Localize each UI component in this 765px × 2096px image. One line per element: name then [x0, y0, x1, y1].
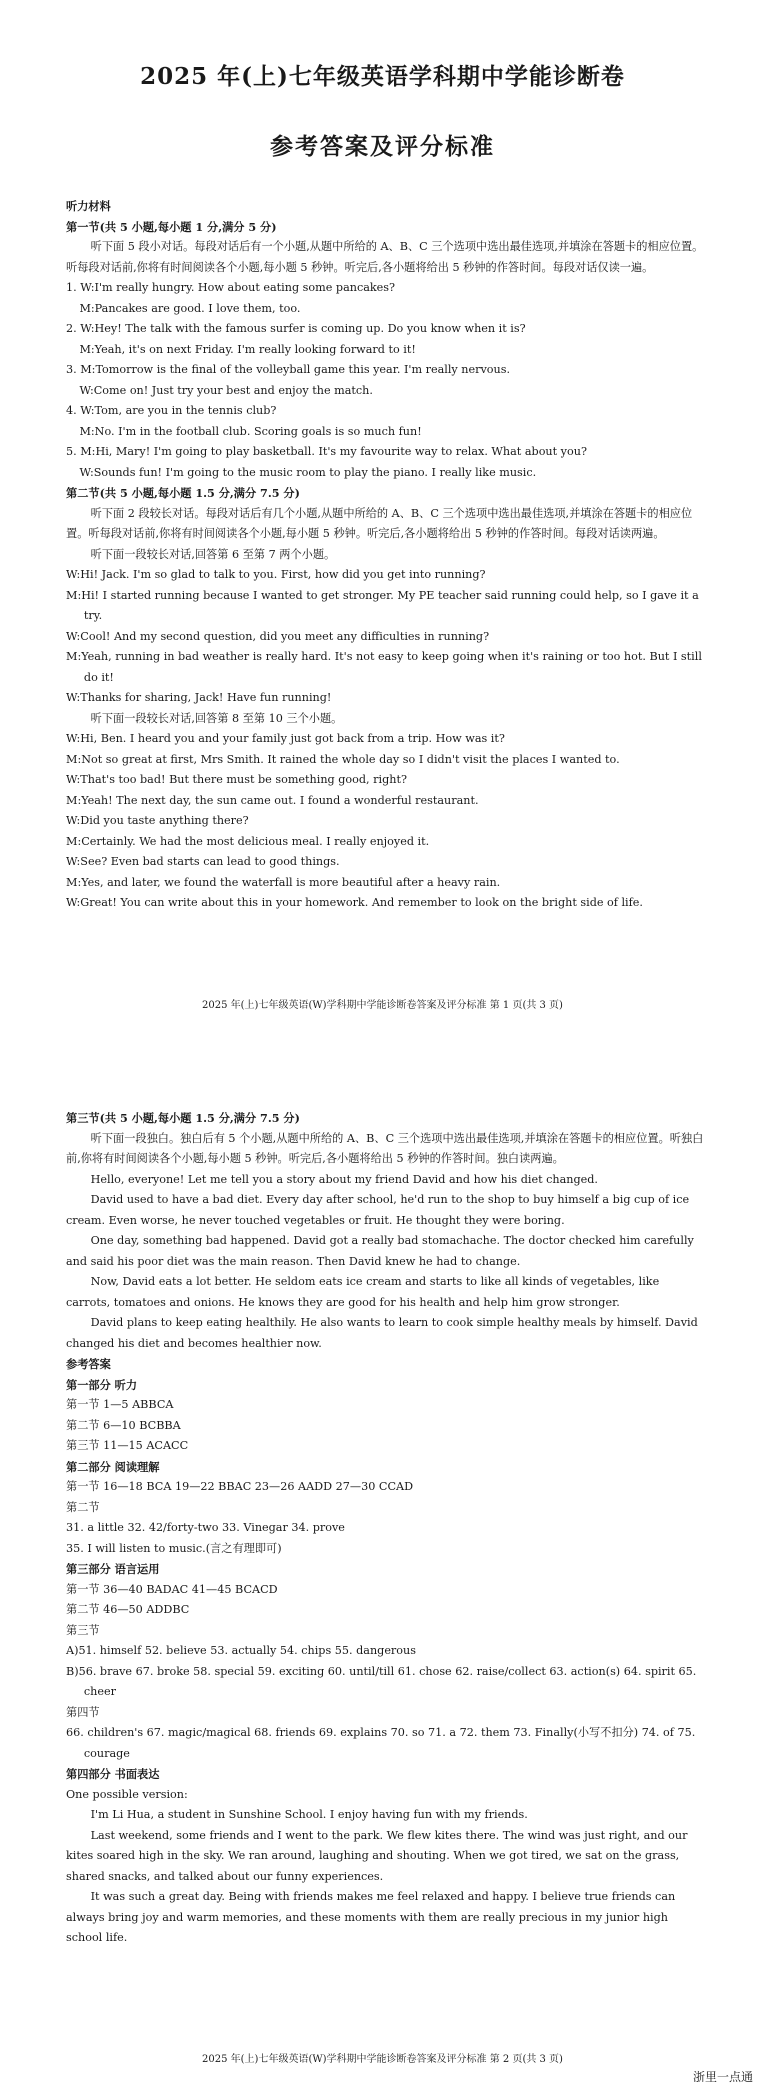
text-line: 第一节 16—18 BCA 19—22 BBAC 23—26 AADD 27—30 CCAD	[66, 1480, 414, 1493]
text-line: W:Did you taste anything there?	[66, 814, 249, 827]
text-line: David plans to keep eating healthily. He also wants to learn to cook simple healthy meals by himself. David changed his diet and becomes healthier now.	[66, 1316, 698, 1350]
text-line: M:Yeah, running in bad weather is really hard. It's not easy to keep going when it's raining or too hot. But I still do it!	[66, 650, 702, 684]
text-line: 第二节 46—50 ADDBC	[66, 1603, 190, 1616]
text-line: Last weekend, some friends and I went to the park. We flew kites there. The wind was just right, and our kites soared high in the sky. We ran around, laughing and shouting. When we got tired, we sat on the grass, shared snacks, and talked about our funny experiences.	[66, 1828, 688, 1883]
text-line: 5. M:Hi, Mary! I'm going to play basketball. It's my favourite way to relax. What about you?	[66, 445, 587, 458]
text-line: W:See? Even bad starts can lead to good things.	[66, 855, 340, 868]
text-line: 3. M:Tomorrow is the final of the volleyball game this year. I'm really nervous.	[66, 363, 511, 376]
text-line: It was such a great day. Being with friends makes me feel relaxed and happy. I believe true friends can always bring joy and warm memories, and these moments with them are really precious in my junior high school life.	[66, 1890, 676, 1944]
answer-page-2	[0, 1100, 765, 2096]
text-line: 听下面一段独白。独白后有 5 个小题,从题中所给的 A、B、C 三个选项中选出最佳选项,并填涂在答题卡的相应位置。听独白前,你将有时间阅读各个小题,每小题 5 秒钟。听完后,各小题将给出 5 秒钟的作答时间。独白读两遍。	[66, 1131, 704, 1165]
text-line: W:Hi, Ben. I heard you and your family just got back from a trip. How was it?	[66, 732, 505, 745]
text-line: 第三部分 语言运用	[66, 1562, 160, 1576]
text-line: W:Come on! Just try your best and enjoy the match.	[79, 383, 373, 397]
text-line: 第三节 11—15 ACACC	[66, 1439, 189, 1452]
text-line: I'm Li Hua, a student in Sunshine School. I enjoy having fun with my friends.	[90, 1808, 528, 1821]
text-line: 第三节(共 5 小题,每小题 1.5 分,满分 7.5 分)	[66, 1111, 300, 1125]
text-line: 第一节 36—40 BADAC 41—45 BCACD	[66, 1582, 278, 1596]
text-line: M:Yeah! The next day, the sun came out. I found a wonderful restaurant.	[66, 793, 479, 807]
text-line: 第二节(共 5 小题,每小题 1.5 分,满分 7.5 分)	[66, 486, 300, 500]
text-line: W:Hi! Jack. I'm so glad to talk to you. First, how did you get into running?	[66, 568, 486, 581]
text-line: David used to have a bad diet. Every day after school, he'd run to the shop to buy himself a big cup of ice cream. Even worse, he never touched vegetables or fruit. He thought they were boring.	[66, 1193, 690, 1227]
page1-footer: 2025 年(上)七年级英语(W)学科期中学能诊断卷答案及评分标准 第 1 页(共 3 页)	[202, 1000, 563, 1011]
text-line: M:Yeah, it's on next Friday. I'm really looking forward to it!	[79, 342, 416, 356]
text-line: 31. a little 32. 42/forty-two 33. Vinegar 34. prove	[66, 1521, 345, 1534]
text-line: 第四节	[66, 1705, 100, 1719]
text-line: 第三节	[66, 1623, 100, 1637]
text-line: W:Great! You can write about this in your homework. And remember to look on the bright side of life.	[66, 896, 643, 909]
exam-title: 2025 年(上)七年级英语学科期中学能诊断卷	[140, 63, 625, 90]
text-line: 听下面 2 段较长对话。每段对话后有几个小题,从题中所给的 A、B、C 三个选项中选出最佳选项,并填涂在答题卡的相应位置。听每段对话前,你将有时间阅读各个小题,每小题 5 秒钟。听完后,各小题将给出 5 秒钟的作答时间。每段对话读两遍。	[66, 506, 693, 540]
page1-body	[66, 196, 706, 914]
text-line: 第二部分 阅读理解	[66, 1459, 160, 1474]
watermark-text: 浙里一点通	[692, 2070, 753, 2084]
text-line: 听下面一段较长对话,回答第 8 至第 10 三个小题。	[90, 711, 343, 725]
text-line: 66. children's 67. magic/magical 68. friends 69. explains 70. so 71. a 72. them 73. Finally(小写不扣分) 74. of 75. courage	[66, 1726, 696, 1760]
text-line: M:Not so great at first, Mrs Smith. It rained the whole day so I didn't visit the places I wanted to.	[66, 752, 620, 766]
text-line: Hello, everyone! Let me tell you a story about my friend David and how his diet changed.	[90, 1172, 598, 1186]
text-line: Now, David eats a lot better. He seldom eats ice cream and starts to like all kinds of vegetables, like carrots, tomatoes and onions. He knows they are good for his health and help him grow stronger.	[66, 1275, 660, 1309]
text-line: 第一节 1—5 ABBCA	[66, 1398, 174, 1411]
text-line: One possible version:	[66, 1787, 188, 1801]
text-line: M:Yes, and later, we found the waterfall is more beautiful after a heavy rain.	[66, 875, 501, 889]
text-line: W:Thanks for sharing, Jack! Have fun running!	[66, 691, 332, 704]
text-line: 第二节 6—10 BCBBA	[66, 1418, 181, 1432]
text-line: 2. W:Hey! The talk with the famous surfer is coming up. Do you know when it is?	[66, 322, 526, 335]
text-line: 第一部分 听力	[66, 1377, 138, 1392]
text-line: 第二节	[66, 1500, 100, 1514]
text-line: W:Cool! And my second question, did you meet any difficulties in running?	[66, 629, 490, 643]
text-line: 1. W:I'm really hungry. How about eating some pancakes?	[66, 281, 396, 294]
page2-body	[66, 1108, 706, 1949]
answer-page-1	[0, 0, 765, 1020]
text-line: B)56. brave 67. broke 58. special 59. exciting 60. until/till 61. chose 62. raise/collect 63. action(s) 64. spirit 65. cheer	[66, 1664, 697, 1698]
text-line: A)51. himself 52. believe 53. actually 54. chips 55. dangerous	[66, 1644, 416, 1657]
text-line: 听下面一段较长对话,回答第 6 至第 7 两个小题。	[90, 547, 336, 561]
page2-footer: 2025 年(上)七年级英语(W)学科期中学能诊断卷答案及评分标准 第 2 页(共 3 页)	[202, 2054, 563, 2065]
text-line: M:Pancakes are good. I love them, too.	[79, 301, 301, 315]
text-line: W:That's too bad! But there must be something good, right?	[66, 773, 407, 786]
exam-subtitle: 参考答案及评分标准	[270, 133, 495, 160]
text-line: 听力材料	[66, 199, 111, 213]
text-line: M:Hi! I started running because I wanted to get stronger. My PE teacher said running could help, so I gave it a try.	[66, 588, 699, 622]
text-line: W:Sounds fun! I'm going to the music room to play the piano. I really like music.	[79, 465, 537, 479]
text-line: 35. I will listen to music.(言之有理即可)	[66, 1541, 282, 1555]
text-line: M:Certainly. We had the most delicious meal. I really enjoyed it.	[66, 834, 430, 848]
text-line: M:No. I'm in the football club. Scoring goals is so much fun!	[79, 424, 422, 438]
text-line: 4. W:Tom, are you in the tennis club?	[66, 404, 277, 417]
text-line: 第一节(共 5 小题,每小题 1 分,满分 5 分)	[66, 219, 277, 234]
text-line: 参考答案	[66, 1357, 111, 1371]
text-line: 第四部分 书面表达	[66, 1767, 160, 1781]
text-line: One day, something bad happened. David got a really bad stomachache. The doctor checked him carefully and said his poor diet was the main reason. Then David knew he had to change.	[66, 1234, 694, 1268]
text-line: 听下面 5 段小对话。每段对话后有一个小题,从题中所给的 A、B、C 三个选项中选出最佳选项,并填涂在答题卡的相应位置。听每段对话前,你将有时间阅读各个小题,每小题 5 秒钟。听完后,各小题将给出 5 秒钟的作答时间。每段对话仅读一遍。	[66, 240, 704, 274]
